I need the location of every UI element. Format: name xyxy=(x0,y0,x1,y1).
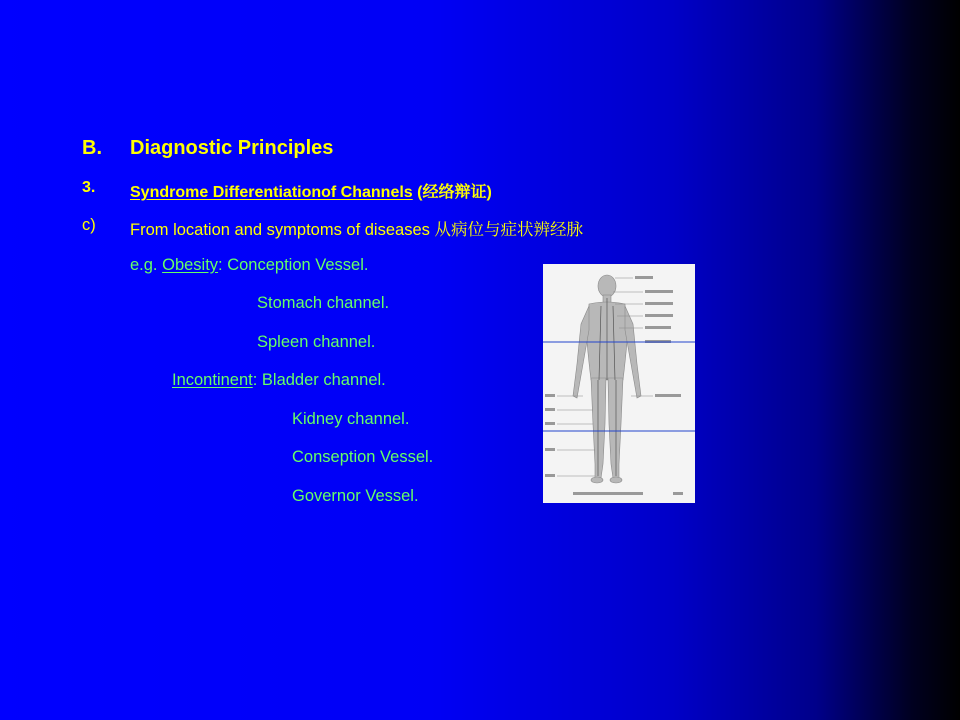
item-cjk-close: ) xyxy=(486,184,492,201)
sub-cjk: 从病位与症状辨经脉 xyxy=(434,220,583,239)
item-title: Syndrome Differentiationof Channels xyxy=(130,184,413,201)
sub-line xyxy=(130,216,583,240)
obesity-line xyxy=(130,256,368,275)
obesity-colon: : xyxy=(218,256,228,274)
section-letter: B. xyxy=(82,137,102,159)
sub-letter: c) xyxy=(82,216,96,234)
item-cjk-open: ( xyxy=(417,184,423,201)
body-channel-diagram-image xyxy=(543,264,695,503)
incontinent-line xyxy=(172,371,386,390)
obesity-item: Stomach channel. xyxy=(257,294,390,312)
incontinent-item: Kidney channel. xyxy=(292,410,410,428)
incontinent-item: Governor Vessel. xyxy=(292,487,419,505)
item-number: 3. xyxy=(82,179,96,196)
item-cjk: 经络辩证 xyxy=(422,182,487,201)
incontinent-item: Bladder channel. xyxy=(261,371,386,389)
obesity-prefix: e.g. xyxy=(130,256,163,274)
item-line xyxy=(130,179,492,202)
obesity-item: Spleen channel. xyxy=(257,333,376,351)
incontinent-label: Incontinent xyxy=(172,371,253,389)
section-title: Diagnostic Principles xyxy=(130,137,334,159)
incontinent-colon: : xyxy=(252,371,262,389)
obesity-label: Obesity xyxy=(162,256,219,274)
sub-text: From location and symptoms of diseases xyxy=(130,221,435,239)
obesity-item: Conception Vessel. xyxy=(227,256,369,274)
incontinent-item: Conseption Vessel. xyxy=(292,448,434,466)
